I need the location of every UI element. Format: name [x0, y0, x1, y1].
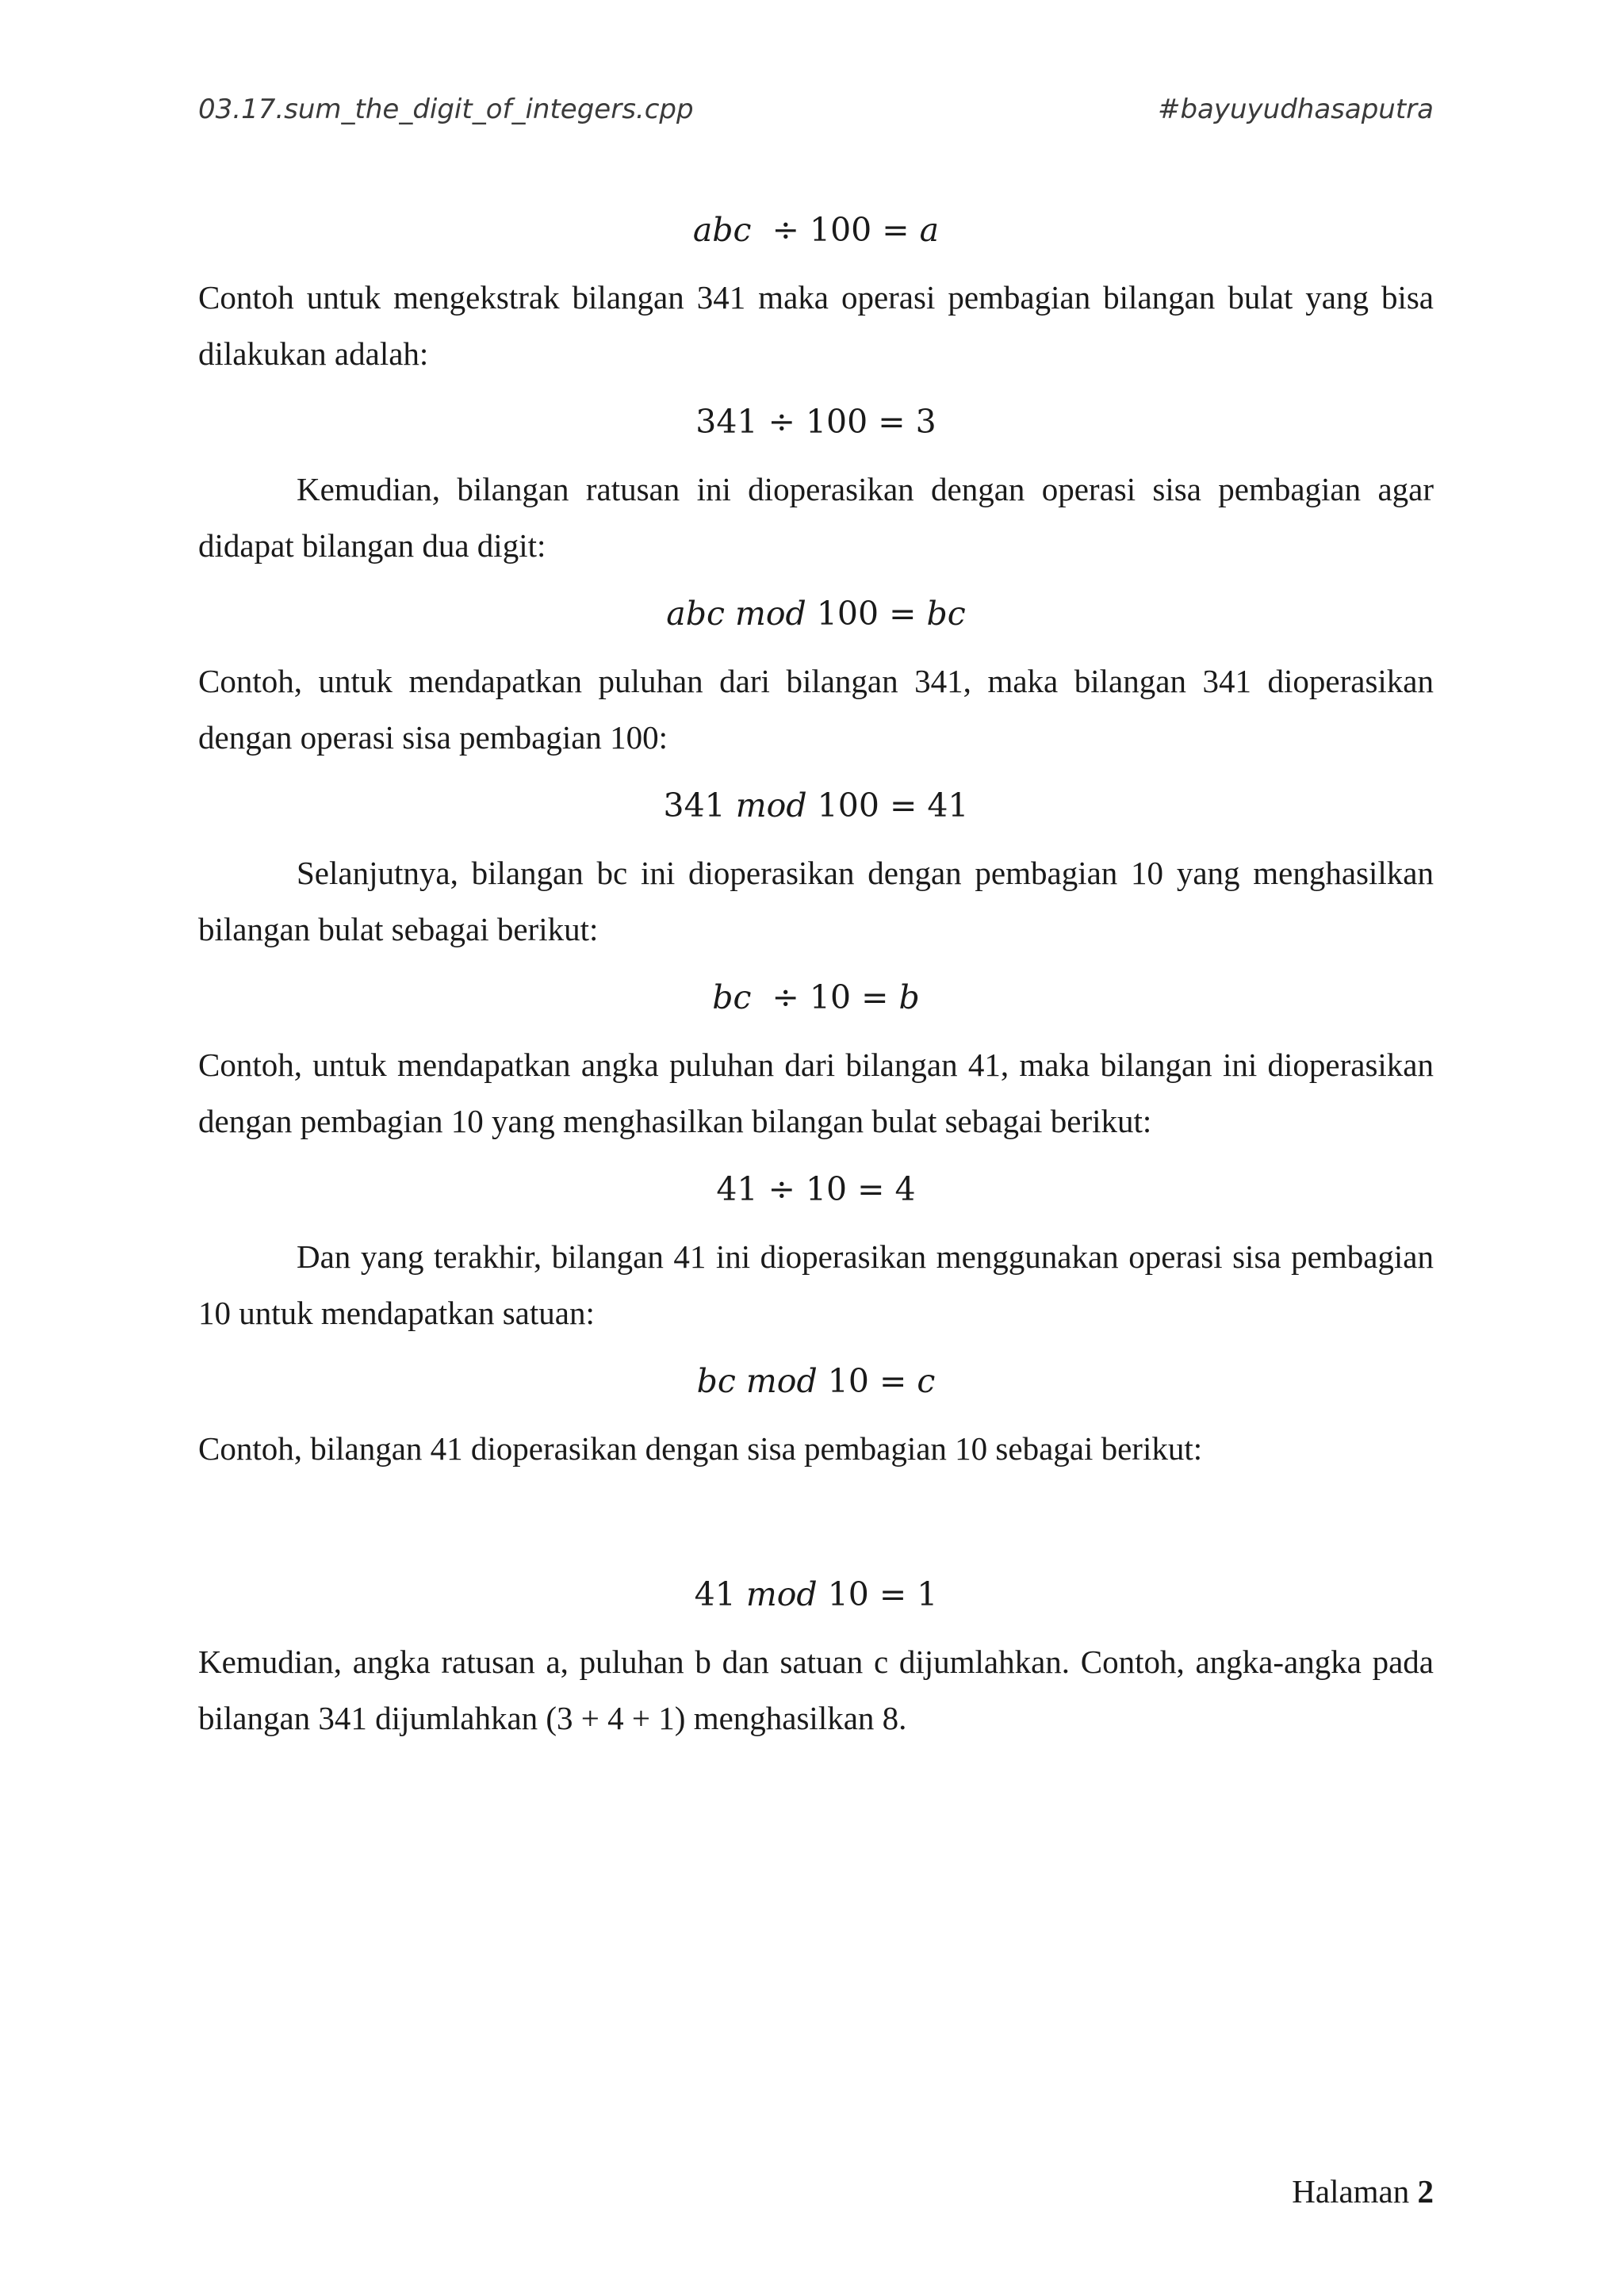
paragraph-7: Contoh, bilangan 41 dioperasikan dengan sisa pembagian 10 sebagai berikut:	[198, 1430, 1203, 1467]
eq7-rhs: c	[917, 1362, 936, 1400]
spacer	[198, 1477, 1434, 1555]
equation-2: 341 ÷ 100 = 3	[695, 403, 936, 441]
eq3-rhs: bc	[926, 595, 966, 633]
header-filename: 03.17.sum_the_digit_of_integers.cpp	[198, 94, 694, 125]
equation-4	[198, 766, 1434, 845]
eq4-lhs: 341	[663, 786, 726, 825]
equation-1	[198, 190, 1434, 270]
page-footer	[1292, 2172, 1434, 2210]
equation-8	[198, 1555, 1434, 1634]
eq8-rhs: 10 = 1	[827, 1575, 938, 1613]
paragraph-5: Contoh, untuk mendapatkan angka puluhan dari bilangan 41, maka bilangan ini dioperasikan dengan pembagian 10 yang menghasilkan bilangan bulat sebagai berikut:	[198, 1047, 1434, 1139]
eq3-lhs: abc mod	[666, 595, 806, 633]
equation-7	[198, 1341, 1434, 1421]
eq5-rhs: b	[898, 978, 920, 1016]
paragraph-1: Contoh untuk mengekstrak bilangan 341 maka operasi pembagian bilangan bulat yang bisa dilakukan adalah:	[198, 279, 1434, 372]
paragraph-8: Kemudian, angka ratusan a, puluhan b dan satuan c dijumlahkan. Contoh, angka-angka pada bilangan 341 dijumlahkan (3 + 4 + 1) menghasilkan 8.	[198, 1644, 1434, 1736]
paragraph-6: Dan yang terakhir, bilangan 41 ini dioperasikan menggunakan operasi sisa pembagian 10 untuk mendapatkan satuan:	[198, 1238, 1434, 1331]
eq8-lhs: 41	[694, 1575, 736, 1613]
page-header	[198, 94, 1434, 125]
eq7-lhs: bc mod	[696, 1362, 818, 1400]
eq4-rhs: 100 = 41	[817, 786, 969, 825]
eq4-mod: mod	[735, 786, 807, 825]
eq3-op: 100 =	[816, 595, 917, 633]
equation-6: 41 ÷ 10 = 4	[716, 1170, 916, 1208]
eq5-op: ÷ 10 =	[772, 978, 889, 1016]
paragraph-3: Contoh, untuk mendapatkan puluhan dari bilangan 341, maka bilangan 341 dioperasikan dengan operasi sisa pembagian 100:	[198, 663, 1434, 756]
eq1-lhs: abc	[692, 211, 752, 249]
eq8-mod: mod	[745, 1575, 818, 1613]
eq1-rhs: a	[919, 211, 940, 249]
equation-5	[198, 958, 1434, 1037]
footer-label: Halaman	[1292, 2173, 1410, 2210]
eq7-op: 10 =	[827, 1362, 907, 1400]
equation-3	[198, 574, 1434, 653]
header-tag: #bayuyudhasaputra	[1157, 94, 1434, 125]
page-number: 2	[1417, 2173, 1434, 2210]
eq5-lhs: bc	[712, 978, 752, 1016]
paragraph-2: Kemudian, bilangan ratusan ini dioperasikan dengan operasi sisa pembagian agar didapat bilangan dua digit:	[198, 471, 1434, 564]
page-content	[198, 190, 1434, 1747]
paragraph-4: Selanjutnya, bilangan bc ini dioperasikan dengan pembagian 10 yang menghasilkan bilangan bulat sebagai berikut:	[198, 855, 1434, 947]
eq1-op: ÷ 100 =	[772, 211, 910, 249]
